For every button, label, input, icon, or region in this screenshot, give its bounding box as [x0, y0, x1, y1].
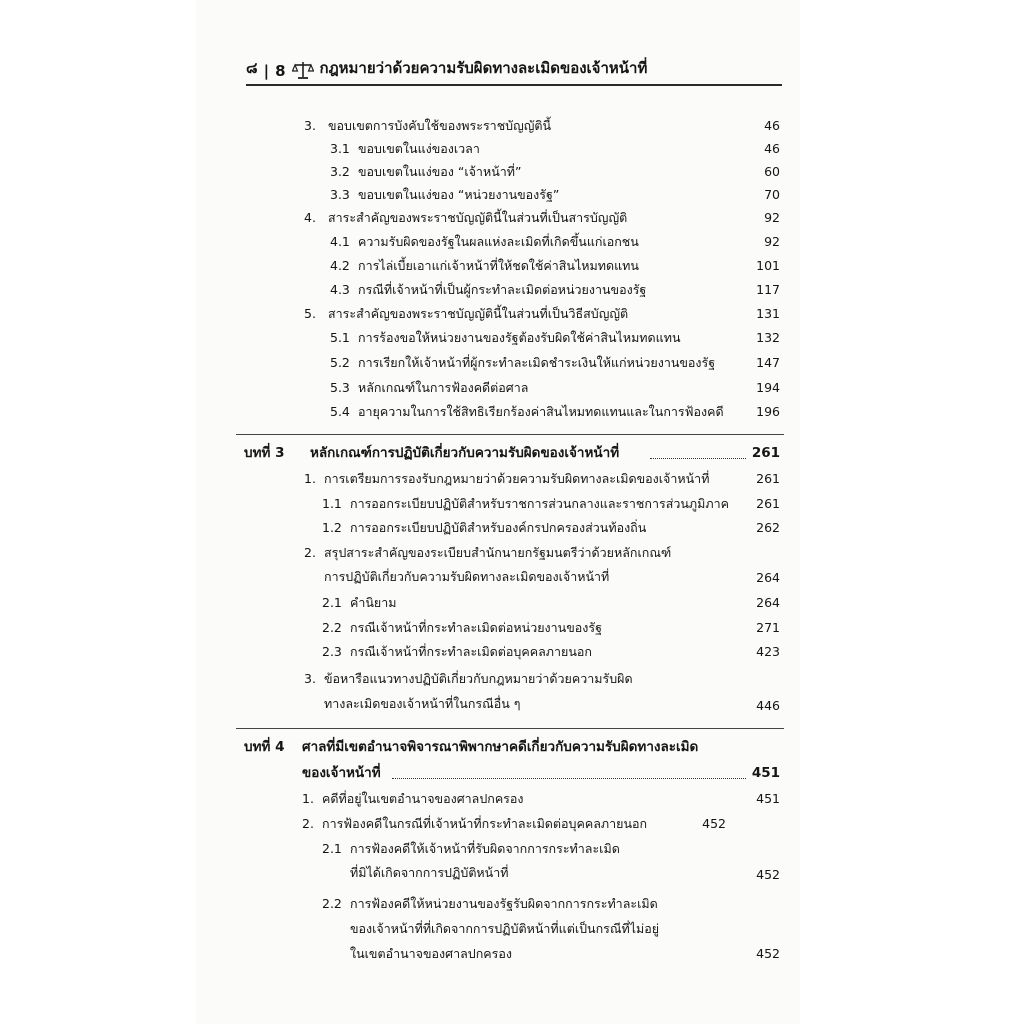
- toc-entry[interactable]: 3.2 ขอบเขตในแง่ของ “เจ้าหน้าที่”: [330, 164, 522, 179]
- toc-entry[interactable]: 5.2 การเรียกให้เจ้าหน้าที่ผู้กระทำละเมิดชำระเงินให้แก่หน่วยงานของรัฐ: [330, 355, 716, 370]
- toc-entry[interactable]: 4.1 ความรับผิดของรัฐในผลแห่งละเมิดที่เกิดขึ้นแก่เอกชน: [330, 234, 639, 249]
- toc-page-number: 261: [756, 496, 780, 511]
- toc-page-number: 132: [756, 330, 780, 345]
- toc-entry-continuation: ในเขตอำนาจของศาลปกครอง: [350, 946, 512, 961]
- toc-entry[interactable]: 4. สาระสำคัญของพระราชบัญญัตินี้ในส่วนที่เป็นสารบัญญัติ: [304, 210, 628, 225]
- toc-page-number: 131: [756, 306, 780, 321]
- toc-page-number: 264: [756, 570, 780, 585]
- header-separator: |: [263, 62, 270, 80]
- toc-entry[interactable]: 3. ข้อหารือแนวทางปฏิบัติเกี่ยวกับกฎหมายว่าด้วยความรับผิด: [304, 671, 633, 686]
- toc-entry[interactable]: 1.2 การออกระเบียบปฏิบัติสำหรับองค์กรปกครองส่วนท้องถิ่น: [322, 520, 647, 535]
- toc-page-number: 446: [756, 698, 780, 713]
- toc-page-number: 423: [756, 644, 780, 659]
- toc-entry[interactable]: 3. ขอบเขตการบังคับใช้ของพระราชบัญญัตินี้: [304, 118, 552, 133]
- chapter-3-heading[interactable]: บทที่ 3 หลักเกณฑ์การปฏิบัติเกี่ยวกับความรับผิดของเจ้าหน้าที่: [244, 445, 620, 461]
- toc-page-number: 451: [756, 791, 780, 806]
- toc-page-number: 452: [756, 867, 780, 882]
- toc-entry[interactable]: 2.2 กรณีเจ้าหน้าที่กระทำละเมิดต่อหน่วยงานของรัฐ: [322, 620, 602, 635]
- running-title: กฎหมายว่าด้วยความรับผิดทางละเมิดของเจ้าหน้าที่: [319, 59, 648, 77]
- toc-entry[interactable]: 2.1 การฟ้องคดีให้เจ้าหน้าที่รับผิดจากการกระทำละเมิด: [322, 841, 620, 856]
- toc-page-number: 70: [764, 187, 780, 202]
- toc-entry[interactable]: 4.3 กรณีที่เจ้าหน้าที่เป็นผู้กระทำละเมิดต่อหน่วยงานของรัฐ: [330, 282, 647, 297]
- page-number-thai: ๘: [246, 59, 258, 77]
- toc-page-number: 46: [764, 141, 780, 156]
- toc-page-number: 92: [764, 234, 780, 249]
- toc-entry-continuation: ที่มิได้เกิดจากการปฏิบัติหน้าที่: [350, 865, 509, 880]
- toc-entry[interactable]: 2.3 กรณีเจ้าหน้าที่กระทำละเมิดต่อบุคคลภายนอก: [322, 644, 592, 659]
- toc-page-number: 452: [702, 816, 726, 831]
- toc-entry[interactable]: 3.3 ขอบเขตในแง่ของ “หน่วยงานของรัฐ”: [330, 187, 560, 202]
- toc-entry[interactable]: 1. การเตรียมการรองรับกฎหมายว่าด้วยความรับผิดทางละเมิดของเจ้าหน้าที่: [304, 471, 710, 486]
- toc-page-number: 271: [756, 620, 780, 635]
- toc-page-number: 147: [756, 355, 780, 370]
- toc-page-number: 117: [756, 282, 780, 297]
- toc-page-number: 261: [756, 471, 780, 486]
- scales-of-justice-icon: [292, 60, 314, 80]
- toc-entry[interactable]: 5.4 อายุความในการใช้สิทธิเรียกร้องค่าสินไหมทดแทนและในการฟ้องคดี: [330, 404, 724, 419]
- page-header: [246, 54, 782, 86]
- toc-entry[interactable]: 5.1 การร้องขอให้หน่วยงานของรัฐต้องรับผิดใช้ค่าสินไหมทดแทน: [330, 330, 681, 345]
- toc-page-number: 451: [751, 765, 780, 781]
- toc-page-number: 196: [756, 404, 780, 419]
- chapter-4-heading-continuation: ของเจ้าหน้าที่: [302, 765, 381, 781]
- toc-page-number: 60: [764, 164, 780, 179]
- toc-entry[interactable]: 1. คดีที่อยู่ในเขตอำนาจของศาลปกครอง: [302, 791, 524, 806]
- toc-page-number: 262: [756, 520, 780, 535]
- toc-page-number: 194: [756, 380, 780, 395]
- toc-entry[interactable]: 1.1 การออกระเบียบปฏิบัติสำหรับราชการส่วนกลางและราชการส่วนภูมิภาค: [322, 496, 729, 511]
- toc-page-number: 452: [756, 946, 780, 961]
- dot-leader: [392, 778, 746, 779]
- toc-page-number: 92: [764, 210, 780, 225]
- toc-page-number: 46: [764, 118, 780, 133]
- chapter-divider: [236, 434, 784, 435]
- chapter-4-heading[interactable]: บทที่ 4 ศาลที่มีเขตอำนาจพิจารณาพิพากษาคดีเกี่ยวกับความรับผิดทางละเมิด: [244, 739, 699, 755]
- toc-entry-continuation: การปฏิบัติเกี่ยวกับความรับผิดทางละเมิดของเจ้าหน้าที่: [324, 569, 610, 584]
- toc-entry[interactable]: 2.1 คำนิยาม: [322, 595, 397, 610]
- toc-entry[interactable]: 3.1 ขอบเขตในแง่ของเวลา: [330, 141, 480, 156]
- toc-page-number: 264: [756, 595, 780, 610]
- toc-entry[interactable]: 5. สาระสำคัญของพระราชบัญญัตินี้ในส่วนที่เป็นวิธีสบัญญัติ: [304, 306, 629, 321]
- toc-entry-continuation: ของเจ้าหน้าที่ที่เกิดจากการปฏิบัติหน้าที่แต่เป็นกรณีที่ไม่อยู่: [350, 921, 660, 936]
- toc-entry[interactable]: 2. การฟ้องคดีในกรณีที่เจ้าหน้าที่กระทำละเมิดต่อบุคคลภายนอก: [302, 816, 648, 831]
- chapter-divider: [236, 728, 784, 729]
- toc-entry[interactable]: 5.3 หลักเกณฑ์ในการฟ้องคดีต่อศาล: [330, 380, 529, 395]
- toc-page-number: 101: [756, 258, 780, 273]
- toc-entry[interactable]: 4.2 การไล่เบี้ยเอาแก่เจ้าหน้าที่ให้ชดใช้ค่าสินไหมทดแทน: [330, 258, 639, 273]
- toc-entry-continuation: ทางละเมิดของเจ้าหน้าที่ในกรณีอื่น ๆ: [324, 696, 521, 711]
- toc-page-number: 261: [751, 445, 780, 461]
- toc-entry[interactable]: 2. สรุปสาระสำคัญของระเบียบสำนักนายกรัฐมนตรีว่าด้วยหลักเกณฑ์: [304, 545, 672, 560]
- toc-entry[interactable]: 2.2 การฟ้องคดีให้หน่วยงานของรัฐรับผิดจากการกระทำละเมิด: [322, 896, 658, 911]
- page-number: 8: [275, 62, 286, 80]
